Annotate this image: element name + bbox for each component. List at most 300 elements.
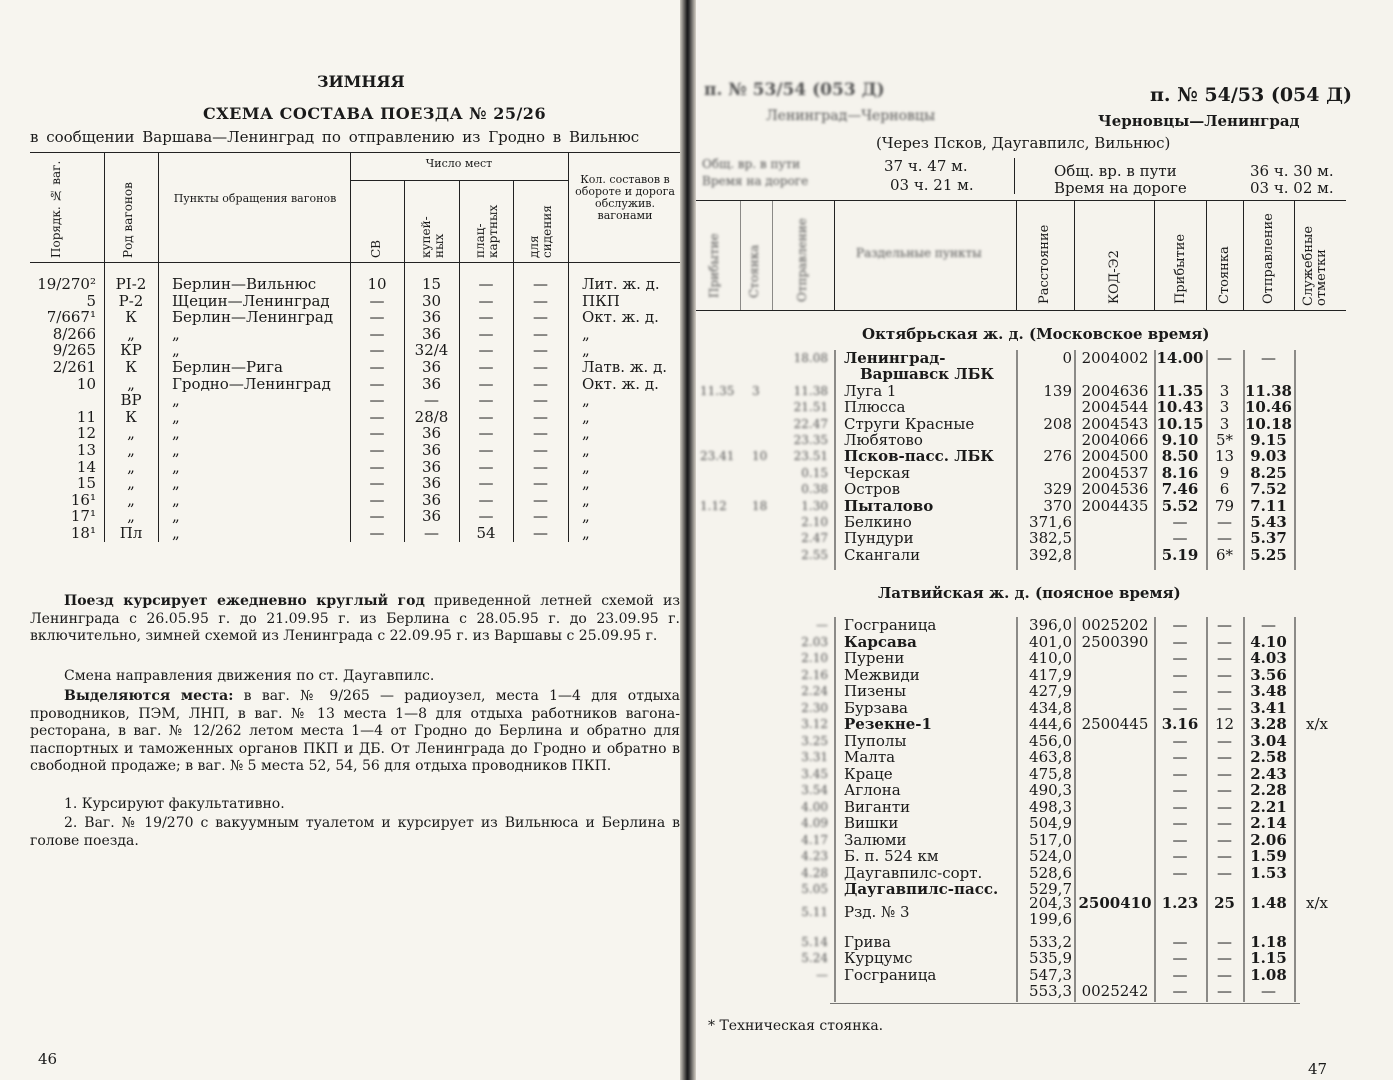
- col-stop-header: Стоянка: [1217, 246, 1232, 304]
- right-road-value: 03 ч. 02 м.: [1250, 179, 1334, 197]
- departure-time: 8.25: [1250, 463, 1287, 482]
- seats-sv: —: [369, 324, 385, 343]
- seats-plats: —: [478, 275, 494, 293]
- serving-railway: „: [582, 490, 590, 509]
- wagon-number: 9/265: [52, 341, 96, 360]
- stop-duration: —: [1217, 731, 1232, 750]
- col-seats-group-header: Число мест: [425, 157, 493, 170]
- wagon-type: К: [125, 358, 137, 376]
- wagon-type: ВР: [120, 391, 142, 410]
- seats-sit: —: [533, 407, 548, 426]
- seats-plats: —: [478, 474, 494, 493]
- column-rule: [1243, 617, 1245, 1002]
- composition-row: [0, 525, 680, 542]
- stop-duration: —: [1217, 814, 1232, 832]
- paragraph-schedule: [30, 593, 680, 646]
- left-departure: 2.16: [801, 667, 828, 682]
- left-road-label: Время на дороге: [702, 174, 809, 188]
- departure-time: 5.25: [1250, 545, 1287, 564]
- left-departure: 3.31: [801, 750, 828, 764]
- arrival-time: —: [1172, 814, 1188, 832]
- stop-duration: —: [1217, 982, 1232, 1000]
- station-name: Даугавпилс-пасс.: [844, 880, 999, 898]
- stop-duration: 3: [1219, 381, 1230, 400]
- col-points-header: Пункты обращения вагонов: [173, 192, 337, 205]
- seats-kupe: 36: [421, 490, 442, 509]
- arrival-time: 1.23: [1161, 893, 1199, 912]
- arrival-time: 14.00: [1156, 349, 1204, 367]
- departure-time: 2.28: [1250, 781, 1287, 799]
- arrival-time: —: [1172, 698, 1188, 717]
- distance: 370: [1043, 496, 1072, 515]
- paragraph-seats-text: в ваг. № 9/265 — радиоузел, места 1—4 для отдыха проводников, ПЭМ, ЛНП, в ваг. № 13 места 1—8 для отдыха работников вагона-ресторана, в ваг. № 12/262 летом места 1—4 от Гродно до Берлина и обратно для паспортных и таможенных органов ПКП и ДБ. От Ленинграда до Гродно и обратно в свободной продаже; в ваг. № 5 места 52, 54, 56 для отдыха проводников ПКП.: [30, 688, 680, 774]
- seats-sit: —: [533, 474, 548, 493]
- timetable-row: [696, 716, 1393, 733]
- departure-time: 10.46: [1245, 398, 1292, 417]
- departure-time: 3.48: [1250, 682, 1287, 700]
- departure-time: 7.11: [1250, 496, 1287, 515]
- serving-railway: Окт. ж. д.: [582, 308, 659, 327]
- departure-time: —: [1261, 616, 1276, 634]
- seats-kupe: 30: [421, 291, 442, 310]
- arrival-time: —: [1172, 632, 1188, 651]
- departure-time: —: [1261, 349, 1276, 367]
- station-name: Резекне-1: [844, 715, 932, 733]
- station-name: Краце: [844, 764, 893, 783]
- seats-plats: —: [478, 490, 494, 509]
- arrival-time: —: [1172, 731, 1188, 750]
- wagon-route: „: [172, 391, 180, 410]
- composition-row: [0, 376, 680, 393]
- column-rule: [1154, 617, 1156, 1002]
- arrival-time: 9.10: [1161, 431, 1199, 449]
- departure-time: 5.37: [1250, 529, 1287, 548]
- arrival-time: —: [1172, 863, 1188, 882]
- right-page: [696, 0, 1393, 1080]
- stop-duration: —: [1217, 764, 1232, 783]
- station-name: Псков-пасс. ЛБК: [844, 447, 994, 466]
- timetable-row: [696, 634, 1393, 651]
- seats-plats: —: [478, 308, 494, 327]
- distance: 547,3: [1029, 965, 1072, 984]
- wagon-route: Щецин—Ленинград: [172, 291, 330, 310]
- distance: 199,6: [1029, 909, 1072, 928]
- arrival-time: 5.52: [1161, 496, 1199, 515]
- station-name: Пизены: [844, 682, 907, 700]
- station-name: Рзд. № 3: [844, 902, 910, 921]
- station-code: 0025242: [1081, 982, 1149, 1000]
- timetable-row: [696, 782, 1393, 799]
- departure-time: 4.10: [1250, 632, 1287, 651]
- wagon-route: „: [172, 424, 180, 443]
- left-departure: 23.35: [793, 433, 828, 447]
- arrival-time: —: [1172, 649, 1188, 667]
- stop-duration: 9: [1219, 463, 1230, 482]
- station-name: Черская: [844, 463, 911, 482]
- wagon-route: „: [172, 524, 180, 542]
- wagon-number: 10: [76, 374, 96, 393]
- seats-plats: —: [478, 341, 494, 360]
- timetable-row: [696, 650, 1393, 667]
- departure-time: 2.14: [1250, 814, 1287, 832]
- footnote: [708, 1018, 883, 1034]
- left-departure: 3.25: [801, 733, 828, 748]
- station-code: 2004543: [1081, 414, 1149, 433]
- col-sv-header: СВ: [369, 240, 383, 258]
- wagon-number: 7/667¹: [46, 308, 96, 327]
- col-plats-header: плац-картных: [473, 204, 500, 258]
- seats-sv: —: [369, 457, 385, 476]
- station-name: Луга 1: [844, 381, 897, 400]
- left-departure: 4.09: [801, 816, 828, 830]
- composition-row: [0, 392, 680, 409]
- wagon-number: 15: [76, 474, 96, 493]
- stop-duration: —: [1217, 632, 1232, 651]
- seats-sit: —: [533, 275, 548, 293]
- wagon-route: „: [172, 457, 180, 476]
- wagon-number: 13: [76, 441, 96, 459]
- composition-row: [0, 425, 680, 442]
- wagon-number: 17¹: [70, 507, 96, 526]
- distance: 528,6: [1029, 863, 1072, 882]
- stop-duration: 6*: [1215, 545, 1234, 564]
- distance: 276: [1043, 447, 1072, 466]
- composition-row: [0, 459, 680, 476]
- seats-kupe: 28/8: [414, 407, 449, 426]
- wagon-type: К: [125, 308, 137, 327]
- left-departure: 1.30: [801, 498, 828, 513]
- distance: 392,8: [1029, 545, 1072, 564]
- station-name: Залюми: [844, 830, 907, 849]
- distance: 498,3: [1029, 797, 1072, 816]
- timetable-row: [696, 848, 1393, 865]
- timetable-row: [696, 967, 1393, 984]
- timetable-row: [696, 547, 1393, 564]
- seats-kupe: —: [424, 524, 439, 542]
- left-departure: 22.47: [793, 416, 828, 431]
- departure-time: 9.03: [1250, 447, 1287, 466]
- seats-sit: —: [533, 490, 548, 509]
- col-order-header: Порядк. № ваг.: [49, 160, 63, 258]
- arrival-time: —: [1172, 748, 1188, 766]
- serving-railway: „: [582, 524, 590, 542]
- seats-plats: —: [478, 391, 494, 410]
- wagon-number: 12: [76, 424, 96, 443]
- seats-plats: —: [478, 324, 494, 343]
- station-name: Вишки: [844, 814, 899, 832]
- station-name: Курцумс: [844, 949, 913, 967]
- station-code: 2004544: [1081, 398, 1149, 417]
- station-name: Пурени: [844, 649, 905, 667]
- distance: 475,8: [1029, 764, 1072, 783]
- arrival-time: —: [1172, 847, 1188, 865]
- seats-sit: —: [533, 308, 548, 327]
- composition-row: [0, 508, 680, 525]
- wagon-type: КР: [120, 341, 142, 360]
- departure-time: 1.59: [1250, 847, 1287, 865]
- col-code-header: КОД-Э2: [1107, 250, 1122, 304]
- stop-duration: —: [1217, 830, 1232, 849]
- stop-duration: —: [1217, 665, 1232, 684]
- col-sit-header: для сидения: [527, 205, 554, 258]
- composition-row: [0, 492, 680, 509]
- seats-sv: —: [369, 291, 385, 310]
- timetable-row: [696, 667, 1393, 684]
- station-code: 2004500: [1081, 447, 1149, 466]
- left-departure: 4.23: [801, 849, 828, 863]
- distance: 444,6: [1029, 715, 1072, 733]
- section-october-railway: Октябрьская ж. д. (Московское время): [862, 325, 1210, 343]
- seats-sv: —: [369, 374, 385, 393]
- left-departure: 3.12: [801, 717, 828, 731]
- station-code: 2004066: [1081, 431, 1149, 449]
- train-number-left: п. № 53/54 (053 Д): [704, 80, 885, 100]
- serving-railway: Латв. ж. д.: [582, 358, 668, 376]
- wagon-type: „: [127, 374, 135, 393]
- composition-row: [0, 342, 680, 359]
- seats-sv: —: [369, 490, 385, 509]
- stop-duration: —: [1217, 616, 1232, 634]
- left-total-value: 37 ч. 47 м.: [884, 157, 968, 175]
- departure-time: 1.18: [1250, 932, 1287, 951]
- column-rule: [1294, 617, 1296, 1002]
- distance: 517,0: [1029, 830, 1072, 849]
- wagon-type: „: [127, 507, 135, 526]
- wagon-route: „: [172, 507, 180, 526]
- column-rule: [1206, 350, 1208, 570]
- note-2: 2. Ваг. № 19/270 с вакуумным туалетом и курсирует из Вильнюса и Берлина в голове поезда.: [30, 815, 680, 849]
- service-note: х/х: [1306, 715, 1328, 733]
- serving-railway: „: [582, 457, 590, 476]
- col-left-arrival-header: Прибытие: [707, 233, 721, 298]
- distance: 371,6: [1029, 513, 1072, 531]
- seats-plats: —: [478, 291, 494, 310]
- station-name: Бурзава: [844, 698, 908, 717]
- distance: 401,0: [1029, 632, 1072, 651]
- serving-railway: „: [582, 507, 590, 526]
- stop-duration: 3: [1219, 414, 1230, 433]
- left-departure: 2.30: [801, 700, 828, 715]
- col-left-stop-header: Стоянка: [747, 244, 761, 298]
- departure-time: 3.04: [1250, 731, 1287, 750]
- column-rule: [1074, 617, 1076, 1002]
- wagon-type: К: [125, 407, 137, 426]
- distance: 396,0: [1029, 616, 1072, 634]
- seats-plats: —: [478, 507, 494, 526]
- left-departure: 2.55: [801, 547, 828, 562]
- timetable-row: [696, 481, 1393, 498]
- seats-sit: —: [533, 507, 548, 526]
- route-via: (Через Псков, Даугавпилс, Вильнюс): [876, 134, 1171, 152]
- departure-time: —: [1261, 982, 1276, 1000]
- seats-sit: —: [533, 391, 548, 410]
- left-departure: 4.28: [801, 865, 828, 880]
- left-stop: 18: [752, 498, 768, 513]
- wagon-route: „: [172, 441, 180, 459]
- left-departure: 3.45: [801, 766, 828, 781]
- timetable-row: [696, 683, 1393, 700]
- distance: 463,8: [1029, 748, 1072, 766]
- departure-time: 3.56: [1250, 665, 1287, 684]
- seats-sit: —: [533, 358, 548, 376]
- seats-sv: —: [369, 474, 385, 493]
- distance: 504,9: [1029, 814, 1072, 832]
- left-departure: 0.15: [801, 465, 828, 480]
- timetable-row: [696, 749, 1393, 766]
- left-departure: 11.38: [793, 383, 828, 398]
- station-name: Плюсса: [844, 398, 906, 417]
- column-rule: [1154, 350, 1156, 570]
- timetable-row: [696, 733, 1393, 750]
- wagon-route: Берлин—Рига: [172, 358, 283, 376]
- seats-kupe: 36: [421, 441, 442, 459]
- composition-row: [0, 276, 680, 293]
- wagon-route: Берлин—Вильнюс: [172, 275, 317, 293]
- arrival-time: —: [1172, 949, 1188, 967]
- service-note: х/х: [1306, 893, 1328, 912]
- stop-duration: —: [1217, 529, 1232, 548]
- wagon-route: „: [172, 341, 180, 360]
- serving-railway: „: [582, 341, 590, 360]
- distance: 139: [1043, 381, 1072, 400]
- left-arrival: 23.41: [700, 449, 735, 464]
- timetable-row: [696, 530, 1393, 547]
- station-code: 2500410: [1078, 893, 1152, 912]
- distance: 533,2: [1029, 932, 1072, 951]
- station-name: Аглона: [844, 781, 901, 799]
- stop-duration: —: [1217, 965, 1232, 984]
- arrival-time: —: [1172, 932, 1188, 951]
- serving-railway: „: [582, 391, 590, 410]
- timetable-row: [696, 815, 1393, 832]
- left-total-label: Общ. вр. в пути: [702, 157, 801, 171]
- paragraph-seats: [30, 688, 680, 776]
- seats-sv: —: [369, 507, 385, 526]
- seats-kupe: 36: [421, 358, 442, 376]
- distance: 204,3: [1029, 893, 1072, 912]
- station-code: 2004435: [1081, 496, 1149, 515]
- wagon-number: 8/266: [52, 324, 96, 343]
- timetable-row: [696, 448, 1393, 465]
- distance: 553,3: [1029, 982, 1072, 1000]
- station-name: Госграница: [844, 616, 937, 634]
- left-page: [0, 0, 688, 1080]
- wagon-type: Р-2: [118, 291, 144, 310]
- wagon-type: „: [127, 474, 135, 493]
- seats-kupe: 32/4: [414, 341, 449, 360]
- station-name: Пуполы: [844, 731, 907, 750]
- stop-duration: —: [1217, 748, 1232, 766]
- departure-time: 5.43: [1250, 513, 1287, 531]
- col-distance-header: Расстояние: [1037, 224, 1052, 304]
- seats-kupe: 36: [421, 424, 442, 443]
- stop-duration: 5*: [1215, 431, 1234, 449]
- left-departure: 5.11: [801, 904, 828, 919]
- arrival-time: 8.50: [1161, 447, 1199, 466]
- stop-duration: 25: [1214, 893, 1235, 912]
- route-left: Ленинград—Черновцы: [766, 108, 936, 124]
- paragraph-direction: Смена направления движения по ст. Даугавпилс.: [64, 668, 435, 684]
- station-code: 2500445: [1081, 715, 1149, 733]
- stop-duration: —: [1217, 513, 1232, 531]
- wagon-route: „: [172, 490, 180, 509]
- left-arrival: 11.35: [700, 383, 735, 398]
- arrival-time: 10.15: [1156, 414, 1204, 433]
- composition-row: [0, 293, 680, 310]
- left-stop: 3: [752, 383, 760, 398]
- station-name: Белкино: [844, 513, 912, 531]
- wagon-type: „: [127, 490, 135, 509]
- distance: 427,9: [1029, 682, 1072, 700]
- col-left-departure-header: Отправление: [795, 218, 809, 302]
- seats-sv: —: [369, 524, 385, 542]
- departure-time: 1.08: [1250, 965, 1287, 984]
- seats-kupe: 36: [421, 507, 442, 526]
- arrival-time: —: [1172, 965, 1188, 984]
- paragraph-seats-lead: Выделяются места:: [64, 688, 234, 704]
- column-rule: [1294, 350, 1296, 570]
- left-departure: 2.24: [801, 684, 828, 698]
- distance: 410,0: [1029, 649, 1072, 667]
- column-rule: [1243, 350, 1245, 570]
- seats-kupe: 15: [421, 275, 442, 293]
- distance: 490,3: [1029, 781, 1072, 799]
- timetable-row: [696, 934, 1393, 951]
- col-departure-header: Отправление: [1261, 213, 1276, 304]
- stop-duration: 12: [1214, 715, 1235, 733]
- arrival-time: 7.46: [1161, 480, 1199, 499]
- wagon-type: „: [127, 441, 135, 459]
- arrival-time: 11.35: [1156, 381, 1204, 400]
- paragraph-schedule-text: приведенной летней схемой из Ленинграда с 26.05.95 г. до 21.09.95 г. из Берлина с 28.05.95 г. до 23.09.95 г. включительно, зимней схемой из Ленинграда с 22.09.95 г. из Варшавы с 25.09.95 г.: [30, 593, 680, 644]
- seats-sit: —: [533, 524, 548, 542]
- seats-sv: —: [369, 424, 385, 443]
- seats-kupe: 36: [421, 474, 442, 493]
- arrival-time: —: [1172, 529, 1188, 548]
- station-code: 2004002: [1081, 349, 1149, 367]
- station-code: 2500390: [1081, 632, 1149, 651]
- col-arrival-header: Прибытие: [1173, 233, 1188, 304]
- station-name: Б. п. 524 км: [844, 847, 939, 865]
- route-right: Черновцы—Ленинград: [1098, 112, 1300, 130]
- arrival-time: —: [1172, 982, 1188, 1000]
- serving-railway: „: [582, 324, 590, 343]
- distance: 417,9: [1029, 665, 1072, 684]
- left-departure: 2.10: [801, 651, 828, 665]
- timetable-row: [696, 799, 1393, 816]
- station-name: Остров: [844, 480, 901, 499]
- stop-duration: —: [1217, 698, 1232, 717]
- serving-railway: Лит. ж. д.: [582, 275, 660, 293]
- station-name-continued: Варшавск ЛБК: [860, 365, 995, 383]
- seats-plats: 54: [476, 524, 496, 542]
- station-name: Госграница: [844, 965, 937, 984]
- left-departure: 2.03: [801, 634, 828, 649]
- arrival-time: —: [1172, 781, 1188, 799]
- wagon-number: 19/270²: [37, 275, 96, 293]
- wagon-route: „: [172, 474, 180, 493]
- arrival-time: —: [1172, 665, 1188, 684]
- seats-sv: —: [369, 441, 385, 459]
- station-name: Любятово: [844, 431, 923, 449]
- wagon-type: Пл: [119, 524, 143, 542]
- stop-duration: 13: [1214, 447, 1235, 466]
- timetable-row: [696, 832, 1393, 849]
- timetable-row: [696, 865, 1393, 882]
- seats-sit: —: [533, 341, 548, 360]
- distance: 434,8: [1029, 698, 1072, 717]
- col-rotation-header: Кол. составов в обороте и дорога обслужив. вагонами: [575, 173, 675, 222]
